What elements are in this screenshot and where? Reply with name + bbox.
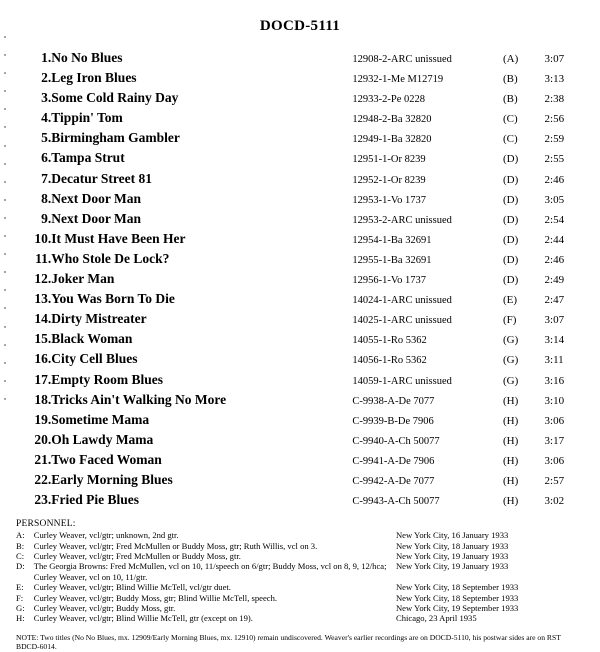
track-matrix: 14056-1-Ro 5362 bbox=[352, 355, 427, 367]
personnel-key: E: bbox=[16, 582, 24, 593]
track-matrix: 14024-1-ARC unissued bbox=[352, 295, 452, 307]
track-group: (H) bbox=[502, 474, 519, 487]
personnel-key: H: bbox=[16, 613, 25, 624]
track-matrix: 12954-1-Ba 32691 bbox=[352, 234, 432, 246]
list-item bbox=[16, 593, 584, 603]
personnel-body bbox=[16, 530, 584, 624]
track-time: 2:46 bbox=[544, 253, 565, 266]
footnote: NOTE: Two titles (No No Blues, mx. 12909/Early Morning Blues, mx. 12910) remain undiscovered. Weaver's earlier recordings are on DOCD-5110, his postwar sides are on RST BDCD-6014. bbox=[16, 632, 561, 652]
track-title: Who Stole De Lock? bbox=[51, 250, 170, 266]
track-group: (D) bbox=[502, 193, 519, 206]
track-title: Joker Man bbox=[51, 271, 115, 287]
track-matrix: 12955-1-Ba 32691 bbox=[352, 254, 432, 266]
track-matrix: 14055-1-Ro 5362 bbox=[352, 335, 427, 347]
track-listing-body bbox=[16, 49, 584, 511]
track-matrix: C-9942-A-De 7077 bbox=[352, 475, 435, 487]
track-number: 14. bbox=[34, 311, 52, 327]
track-time: 3:05 bbox=[544, 193, 565, 206]
personnel-description: Curley Weaver, vcl/gtr; Buddy Moss, gtr. bbox=[33, 603, 176, 613]
track-matrix: 12953-2-ARC unissued bbox=[352, 214, 452, 226]
track-title: Next Door Man bbox=[51, 210, 142, 226]
track-matrix: C-9940-A-Ch 50077 bbox=[352, 435, 440, 447]
track-matrix: 12908-2-ARC unissued bbox=[352, 54, 452, 65]
track-time: 3:11 bbox=[544, 354, 564, 367]
personnel-heading: PERSONNEL: bbox=[16, 519, 76, 530]
track-time: 3:14 bbox=[544, 334, 565, 347]
edge-dot-column bbox=[4, 36, 12, 416]
track-matrix: C-9943-A-Ch 50077 bbox=[352, 496, 440, 508]
track-time: 3:10 bbox=[544, 394, 565, 407]
track-time: 2:54 bbox=[544, 213, 565, 226]
track-number: 5. bbox=[41, 130, 52, 146]
track-matrix: 12951-1-Or 8239 bbox=[352, 154, 426, 166]
track-matrix: 12948-2-Ba 32820 bbox=[352, 114, 432, 126]
track-time: 2:38 bbox=[544, 93, 565, 106]
track-matrix: 12956-1-Vo 1737 bbox=[352, 275, 427, 287]
track-matrix: 12933-2-Pe 0228 bbox=[352, 94, 426, 106]
track-time: 2:46 bbox=[544, 173, 565, 186]
table-row bbox=[16, 391, 584, 411]
track-time: 2:47 bbox=[544, 294, 565, 307]
table-row bbox=[16, 230, 584, 250]
table-row bbox=[16, 149, 584, 169]
track-time: 3:07 bbox=[544, 53, 565, 65]
personnel-description: Curley Weaver, vcl/gtr; Fred McMullen or Buddy Moss, gtr. bbox=[33, 550, 241, 561]
track-matrix: C-9941-A-De 7906 bbox=[352, 455, 435, 467]
track-group: (D) bbox=[502, 153, 519, 166]
table-row bbox=[16, 471, 584, 491]
track-matrix: 12953-1-Vo 1737 bbox=[352, 194, 427, 206]
track-group: (D) bbox=[502, 233, 519, 246]
track-time: 3:06 bbox=[544, 454, 565, 467]
track-number: 16. bbox=[34, 351, 52, 367]
track-time: 2:57 bbox=[544, 474, 565, 487]
track-number: 1. bbox=[41, 50, 52, 65]
personnel-key: G: bbox=[16, 603, 25, 613]
track-title: Tippin' Tom bbox=[51, 110, 123, 126]
track-group: (H) bbox=[502, 454, 519, 467]
personnel-key: F: bbox=[16, 592, 24, 603]
track-group: (B) bbox=[502, 73, 518, 86]
track-number: 20. bbox=[34, 431, 52, 447]
track-number: 22. bbox=[34, 471, 52, 487]
track-title: Oh Lawdy Mama bbox=[51, 431, 154, 447]
track-group: (H) bbox=[502, 495, 519, 508]
list-item bbox=[16, 551, 584, 561]
track-number: 21. bbox=[34, 451, 52, 467]
catalog-number: DOCD-5111 bbox=[259, 18, 341, 34]
track-title: Black Woman bbox=[51, 331, 133, 347]
personnel-description: Curley Weaver, vcl/gtr; Buddy Moss, gtr; Blind Willie McTell, speech. bbox=[33, 592, 278, 603]
track-number: 10. bbox=[34, 230, 52, 246]
track-group: (H) bbox=[502, 414, 519, 427]
personnel-key: D: bbox=[16, 561, 25, 572]
personnel-description: Curley Weaver, vcl/gtr; unknown, 2nd gtr. bbox=[33, 530, 179, 541]
table-row bbox=[16, 310, 584, 330]
personnel-location: New York City, 19 January 1933 bbox=[395, 550, 509, 561]
personnel-description: Curley Weaver, vcl/gtr; Fred McMullen or Buddy Moss, gtr; Ruth Willis, vcl on 3. bbox=[33, 540, 318, 551]
list-item bbox=[16, 582, 584, 592]
track-number: 18. bbox=[34, 391, 52, 407]
track-number: 15. bbox=[34, 331, 52, 347]
track-group: (D) bbox=[502, 274, 519, 287]
track-group: (C) bbox=[502, 113, 518, 126]
track-number: 2. bbox=[41, 70, 52, 86]
track-title: Next Door Man bbox=[51, 190, 142, 206]
list-item bbox=[16, 603, 584, 613]
track-title: Tampa Strut bbox=[51, 150, 125, 166]
track-number: 13. bbox=[34, 291, 52, 307]
track-group: (E) bbox=[502, 294, 518, 307]
track-title: City Cell Blues bbox=[51, 351, 138, 367]
track-group: (B) bbox=[502, 93, 518, 106]
personnel-location: New York City, 19 January 1933 bbox=[395, 561, 509, 572]
track-title: Two Faced Woman bbox=[51, 451, 162, 467]
track-group: (D) bbox=[502, 253, 519, 266]
track-number: 17. bbox=[34, 371, 52, 387]
table-row bbox=[16, 129, 584, 149]
track-number: 12. bbox=[34, 271, 52, 287]
track-number: 4. bbox=[41, 110, 52, 126]
table-row bbox=[16, 431, 584, 451]
track-group: (H) bbox=[502, 394, 519, 407]
personnel-location: New York City, 18 January 1933 bbox=[395, 540, 509, 551]
personnel-description: Curley Weaver, vcl/gtr; Blind Willie McTell, gtr (except on 19). bbox=[33, 613, 253, 624]
track-group: (F) bbox=[502, 314, 517, 327]
table-row bbox=[16, 170, 584, 190]
track-group: (G) bbox=[502, 354, 519, 367]
track-number: 3. bbox=[41, 90, 52, 106]
track-time: 2:49 bbox=[544, 274, 565, 287]
track-group: (A) bbox=[502, 53, 519, 65]
track-time: 3:17 bbox=[544, 434, 565, 447]
track-matrix: 12932-1-Me M12719 bbox=[352, 74, 444, 86]
personnel-location: Chicago, 23 April 1935 bbox=[395, 613, 477, 624]
table-row bbox=[16, 411, 584, 431]
list-item bbox=[16, 613, 584, 623]
personnel-description: The Georgia Browns: Fred McMullen, vcl on 10, 11/speech on 6/gtr; Buddy Moss, vcl on 8, 9, 12/hca; Curley Weaver, vcl on 10, 11/gtr. bbox=[33, 561, 387, 582]
table-row bbox=[16, 350, 584, 370]
track-title: Decatur Street 81 bbox=[51, 170, 153, 186]
track-number: 6. bbox=[41, 150, 52, 166]
track-matrix: 12949-1-Ba 32820 bbox=[352, 134, 432, 146]
table-row bbox=[16, 89, 584, 109]
track-matrix: C-9939-B-De 7906 bbox=[352, 415, 434, 427]
track-group: (H) bbox=[502, 434, 519, 447]
track-number: 8. bbox=[41, 190, 52, 206]
table-row bbox=[16, 49, 584, 69]
track-group: (D) bbox=[502, 173, 519, 186]
track-matrix: C-9938-A-De 7077 bbox=[352, 395, 435, 407]
personnel-location: New York City, 19 September 1933 bbox=[395, 603, 519, 613]
track-number: 7. bbox=[41, 170, 52, 186]
track-time: 3:13 bbox=[544, 73, 565, 86]
track-time: 2:55 bbox=[544, 153, 565, 166]
personnel-location: New York City, 18 September 1933 bbox=[395, 582, 519, 593]
table-row bbox=[16, 270, 584, 290]
personnel-key: C: bbox=[16, 550, 25, 561]
list-item bbox=[16, 530, 584, 540]
personnel-location: New York City, 18 September 1933 bbox=[395, 592, 519, 603]
table-row bbox=[16, 330, 584, 350]
track-title: Empty Room Blues bbox=[51, 371, 164, 387]
table-row bbox=[16, 451, 584, 471]
track-group: (D) bbox=[502, 213, 519, 226]
track-title: Some Cold Rainy Day bbox=[51, 90, 179, 106]
track-listing-table bbox=[16, 49, 584, 511]
track-matrix: 14025-1-ARC unissued bbox=[352, 315, 452, 327]
list-item bbox=[16, 561, 584, 582]
track-time: 2:56 bbox=[544, 113, 565, 126]
table-row bbox=[16, 371, 584, 391]
table-row bbox=[16, 250, 584, 270]
track-group: (G) bbox=[502, 374, 519, 387]
track-title: Early Morning Blues bbox=[51, 471, 173, 487]
table-row bbox=[16, 109, 584, 129]
track-time: 3:07 bbox=[544, 314, 565, 327]
table-row bbox=[16, 210, 584, 230]
track-title: Fried Pie Blues bbox=[51, 492, 140, 508]
track-title: Sometime Mama bbox=[51, 411, 150, 427]
table-row bbox=[16, 190, 584, 210]
table-row bbox=[16, 69, 584, 89]
track-number: 9. bbox=[41, 210, 52, 226]
track-title: Birmingham Gambler bbox=[51, 130, 180, 146]
track-matrix: 14059-1-ARC unissued bbox=[352, 375, 452, 387]
track-number: 19. bbox=[34, 411, 52, 427]
personnel-key: B: bbox=[16, 540, 25, 551]
track-title: You Was Born To Die bbox=[51, 291, 175, 307]
table-row bbox=[16, 491, 584, 511]
track-title: Leg Iron Blues bbox=[51, 70, 137, 86]
personnel-key: A: bbox=[16, 530, 25, 541]
track-matrix: 12952-1-Or 8239 bbox=[352, 174, 426, 186]
track-number: 11. bbox=[35, 250, 52, 266]
track-group: (C) bbox=[502, 133, 518, 146]
track-time: 2:59 bbox=[544, 133, 565, 146]
track-time: 3:16 bbox=[544, 374, 565, 387]
list-item bbox=[16, 541, 584, 551]
track-time: 3:06 bbox=[544, 414, 565, 427]
personnel-table bbox=[16, 530, 584, 624]
track-title: Dirty Mistreater bbox=[51, 311, 147, 327]
track-title: It Must Have Been Her bbox=[51, 230, 186, 246]
track-group: (G) bbox=[502, 334, 519, 347]
track-title: Tricks Ain't Walking No More bbox=[51, 391, 227, 407]
table-row bbox=[16, 290, 584, 310]
track-number: 23. bbox=[34, 492, 52, 508]
track-time: 2:44 bbox=[544, 233, 565, 246]
track-time: 3:02 bbox=[544, 495, 565, 508]
track-title: No No Blues bbox=[51, 50, 123, 65]
personnel-description: Curley Weaver, vcl/gtr; Blind Willie McTell, vcl/gtr duet. bbox=[33, 582, 231, 593]
personnel-location: New York City, 16 January 1933 bbox=[395, 530, 509, 541]
